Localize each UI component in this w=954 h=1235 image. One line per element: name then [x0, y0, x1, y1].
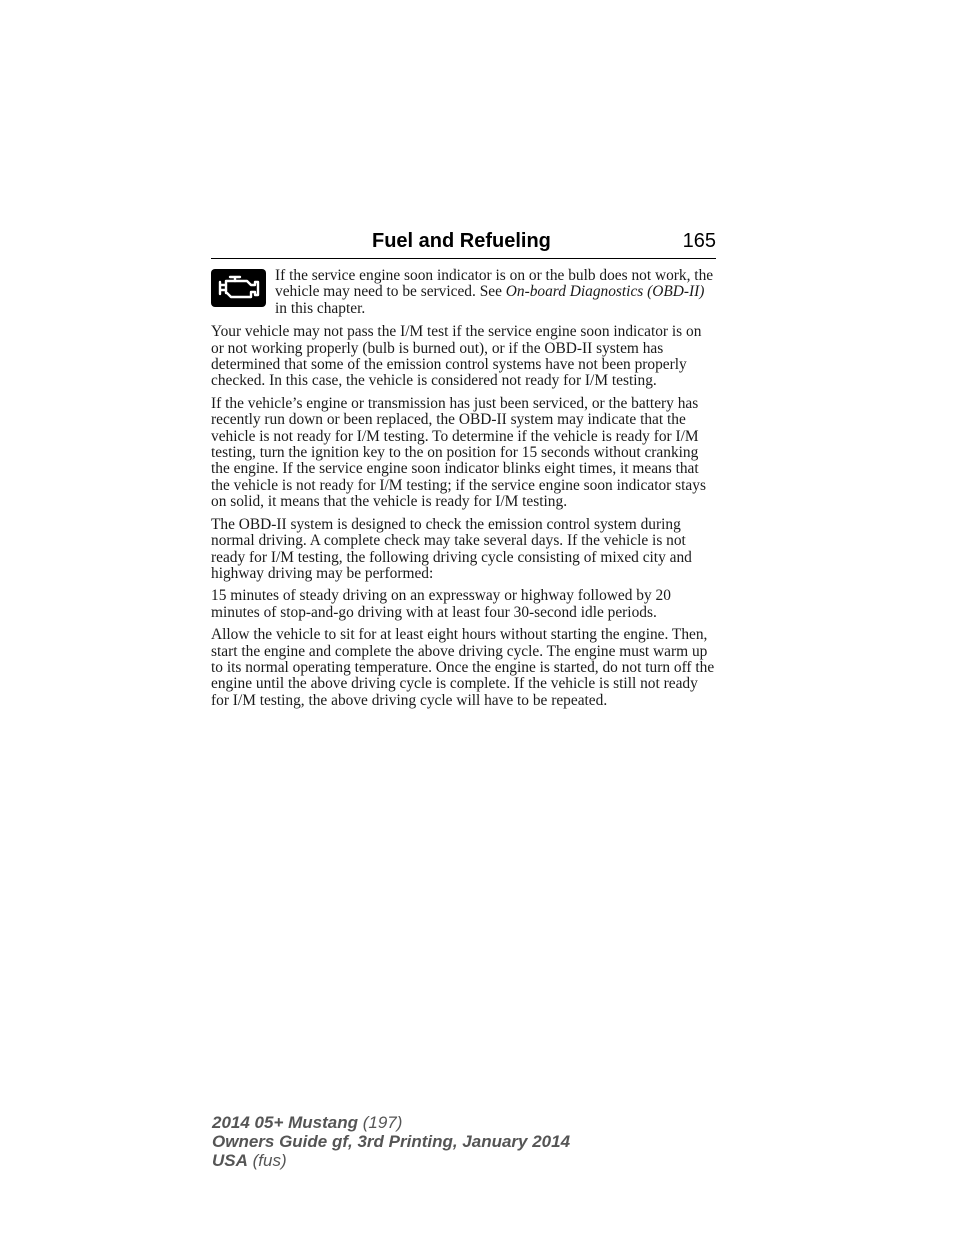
- main-content: [211, 268, 716, 715]
- paragraph: If the vehicle’s engine or transmission has just been serviced, or the battery has recently run down or been replaced, the OBD-II system may indicate that the vehicle is not ready for I/M testing. To determine if the vehicle is ready for I/M testing, turn the ignition key to the on position for 15 seconds without cranking the engine. If the service engine soon indicator blinks eight times, it means that the vehicle is not ready for I/M testing; if the service engine soon indicator stays on solid, it means that the vehicle is ready for I/M testing.: [211, 394, 706, 511]
- paragraph: 15 minutes of steady driving on an expressway or highway followed by 20 minutes of stop-and-go driving with at least four 30-second idle periods.: [211, 587, 671, 621]
- footer-line-model: [212, 1113, 570, 1132]
- note-text: [275, 268, 716, 317]
- page-footer: [212, 1113, 570, 1170]
- paragraph: The OBD-II system is designed to check the emission control system during normal driving. A complete check may take several days. If the vehicle is not ready for I/M testing, the following driving cycle consisting of mixed city and highway driving may be performed:: [211, 515, 692, 582]
- footer-line-market: [212, 1151, 570, 1170]
- obd-reference-link[interactable]: On-board Diagnostics (OBD-II): [505, 283, 705, 301]
- indicator-note: [211, 268, 716, 317]
- section-title: Fuel and Refueling: [372, 230, 551, 252]
- footer-line-edition: [212, 1132, 570, 1151]
- footer-market: USA: [212, 1151, 248, 1170]
- note-text-before: If the service engine soon indicator is on or the bulb does not work, the vehicle may need to be serviced. See: [275, 267, 714, 301]
- footer-edition: Owners Guide gf, 3rd Printing, January 2014: [212, 1132, 571, 1151]
- page-header: [211, 228, 716, 259]
- paragraph: Your vehicle may not pass the I/M test if the service engine soon indicator is on or not working properly (bulb is burned out), or if the OBD-II system has determined that some of the emission control systems have not been properly checked. In this case, the vehicle is considered not ready for I/M testing.: [211, 323, 702, 390]
- note-text-after: in this chapter.: [275, 299, 366, 317]
- engine-icon: [211, 269, 266, 307]
- footer-model-code: (197): [358, 1113, 403, 1132]
- paragraph: Allow the vehicle to sit for at least eight hours without starting the engine. Then, start the engine and complete the above driving cycle. The engine must warm up to its normal operating temperature. Once the engine is started, do not turn off the engine until the above driving cycle is complete. If the vehicle is still not ready for I/M testing, the above driving cycle will have to be repeated.: [211, 626, 715, 709]
- page-number: 165: [682, 230, 716, 252]
- footer-market-code: (fus): [247, 1151, 287, 1170]
- footer-model: 2014 05+ Mustang: [212, 1113, 358, 1132]
